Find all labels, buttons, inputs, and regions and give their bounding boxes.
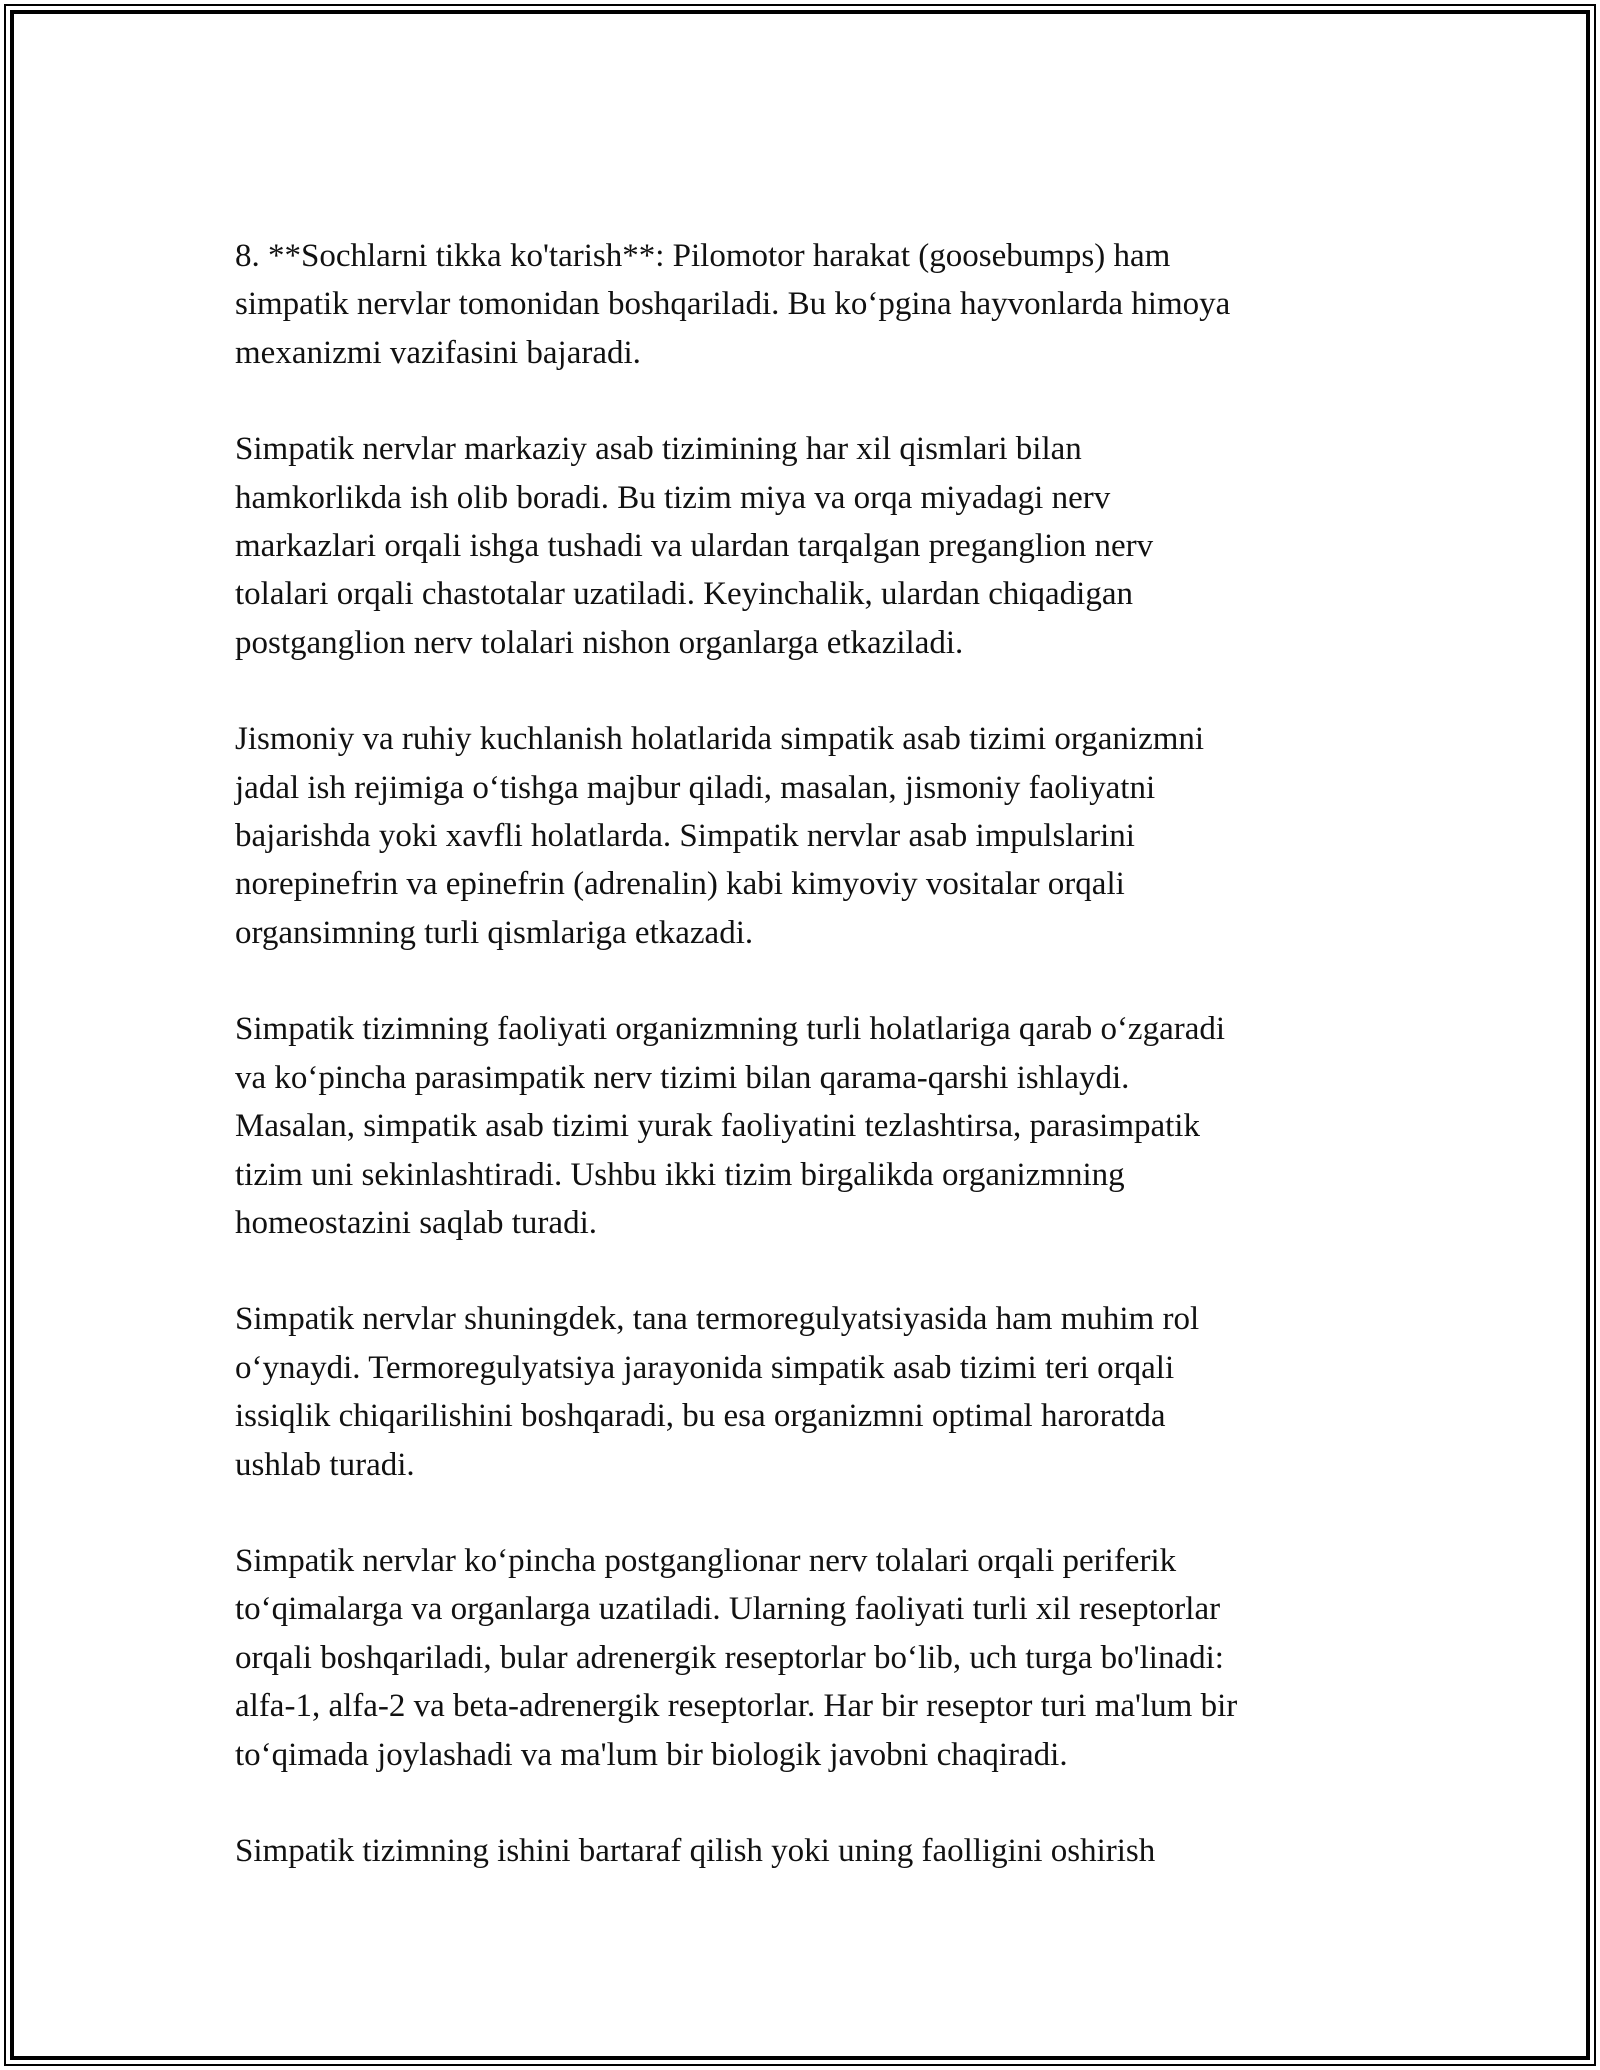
text-line: tolalari orqali chastotalar uzatiladi. Keyinchalik, ulardan chiqadigan [235, 576, 1133, 613]
text-line: Simpatik tizimning ishini bartaraf qilish yoki uning faolligini oshirish [235, 1832, 1156, 1869]
paragraph-2 [235, 425, 1365, 667]
paragraph-5 [235, 1295, 1365, 1489]
text-line: Simpatik nervlar markaziy asab tizimining har xil qismlari bilan [235, 431, 1082, 468]
text-line: issiqlik chiqarilishini boshqaradi, bu esa organizmni optimal haroratda [235, 1398, 1166, 1435]
text-line: tizim uni sekinlashtiradi. Ushbu ikki tizim birgalikda organizmning [235, 1156, 1125, 1193]
text-line: oʻynaydi. Termoregulyatsiya jarayonida simpatik asab tizimi teri orqali [235, 1349, 1175, 1386]
text-line: Jismoniy va ruhiy kuchlanish holatlarida simpatik asab tizimi organizmni [235, 721, 1205, 758]
text-line: Masalan, simpatik asab tizimi yurak faoliyatini tezlashtirsa, parasimpatik [235, 1108, 1200, 1145]
paragraph-3 [235, 715, 1365, 957]
text-line: toʻqimalarga va organlarga uzatiladi. Ularning faoliyati turli xil reseptorlar [235, 1591, 1221, 1628]
text-line: va koʻpincha parasimpatik nerv tizimi bilan qarama-qarshi ishlaydi. [235, 1059, 1130, 1096]
paragraph-6 [235, 1537, 1365, 1779]
text-line: markazlari orqali ishga tushadi va ulardan tarqalgan preganglion nerv [235, 528, 1154, 565]
paragraph-4 [235, 1005, 1365, 1247]
text-line: jadal ish rejimiga oʻtishga majbur qiladi, masalan, jismoniy faoliyatni [235, 769, 1156, 806]
text-line: toʻqimada joylashadi va ma'lum bir biologik javobni chaqiradi. [235, 1736, 1068, 1773]
text-line: norepinefrin va epinefrin (adrenalin) kabi kimyoviy vositalar orqali [235, 866, 1125, 903]
paragraph-7 [235, 1827, 1365, 1875]
text-line: alfa-1, alfa-2 va beta-adrenergik reseptorlar. Har bir reseptor turi ma'lum bir [235, 1688, 1238, 1725]
paragraph-1 [235, 232, 1365, 377]
text-line: 8. **Sochlarni tikka ko'tarish**: Pilomotor harakat (goosebumps) ham [235, 238, 1171, 274]
text-line: homeostazini saqlab turadi. [235, 1204, 597, 1241]
text-line: hamkorlikda ish olib boradi. Bu tizim miya va orqa miyadagi nerv [235, 479, 1111, 516]
text-line: mexanizmi vazifasini bajaradi. [235, 334, 641, 371]
text-line: postganglion nerv tolalari nishon organlarga etkaziladi. [235, 624, 964, 661]
document-body [235, 232, 1365, 1923]
text-line: Simpatik nervlar shuningdek, tana termoregulyatsiyasida ham muhim rol [235, 1301, 1200, 1338]
text-line: orqali boshqariladi, bular adrenergik reseptorlar boʻlib, uch turga bo'linadi: [235, 1639, 1224, 1676]
text-line: Simpatik tizimning faoliyati organizmning turli holatlariga qarab oʻzgaradi [235, 1011, 1226, 1048]
text-line: simpatik nervlar tomonidan boshqariladi. Bu koʻpgina hayvonlarda himoya [235, 286, 1231, 323]
text-line: bajarishda yoki xavfli holatlarda. Simpatik nervlar asab impulslarini [235, 818, 1135, 855]
text-line: ushlab turadi. [235, 1446, 415, 1483]
text-line: organsimning turli qismlariga etkazadi. [235, 914, 754, 951]
text-line: Simpatik nervlar koʻpincha postganglionar nerv tolalari orqali periferik [235, 1542, 1177, 1579]
